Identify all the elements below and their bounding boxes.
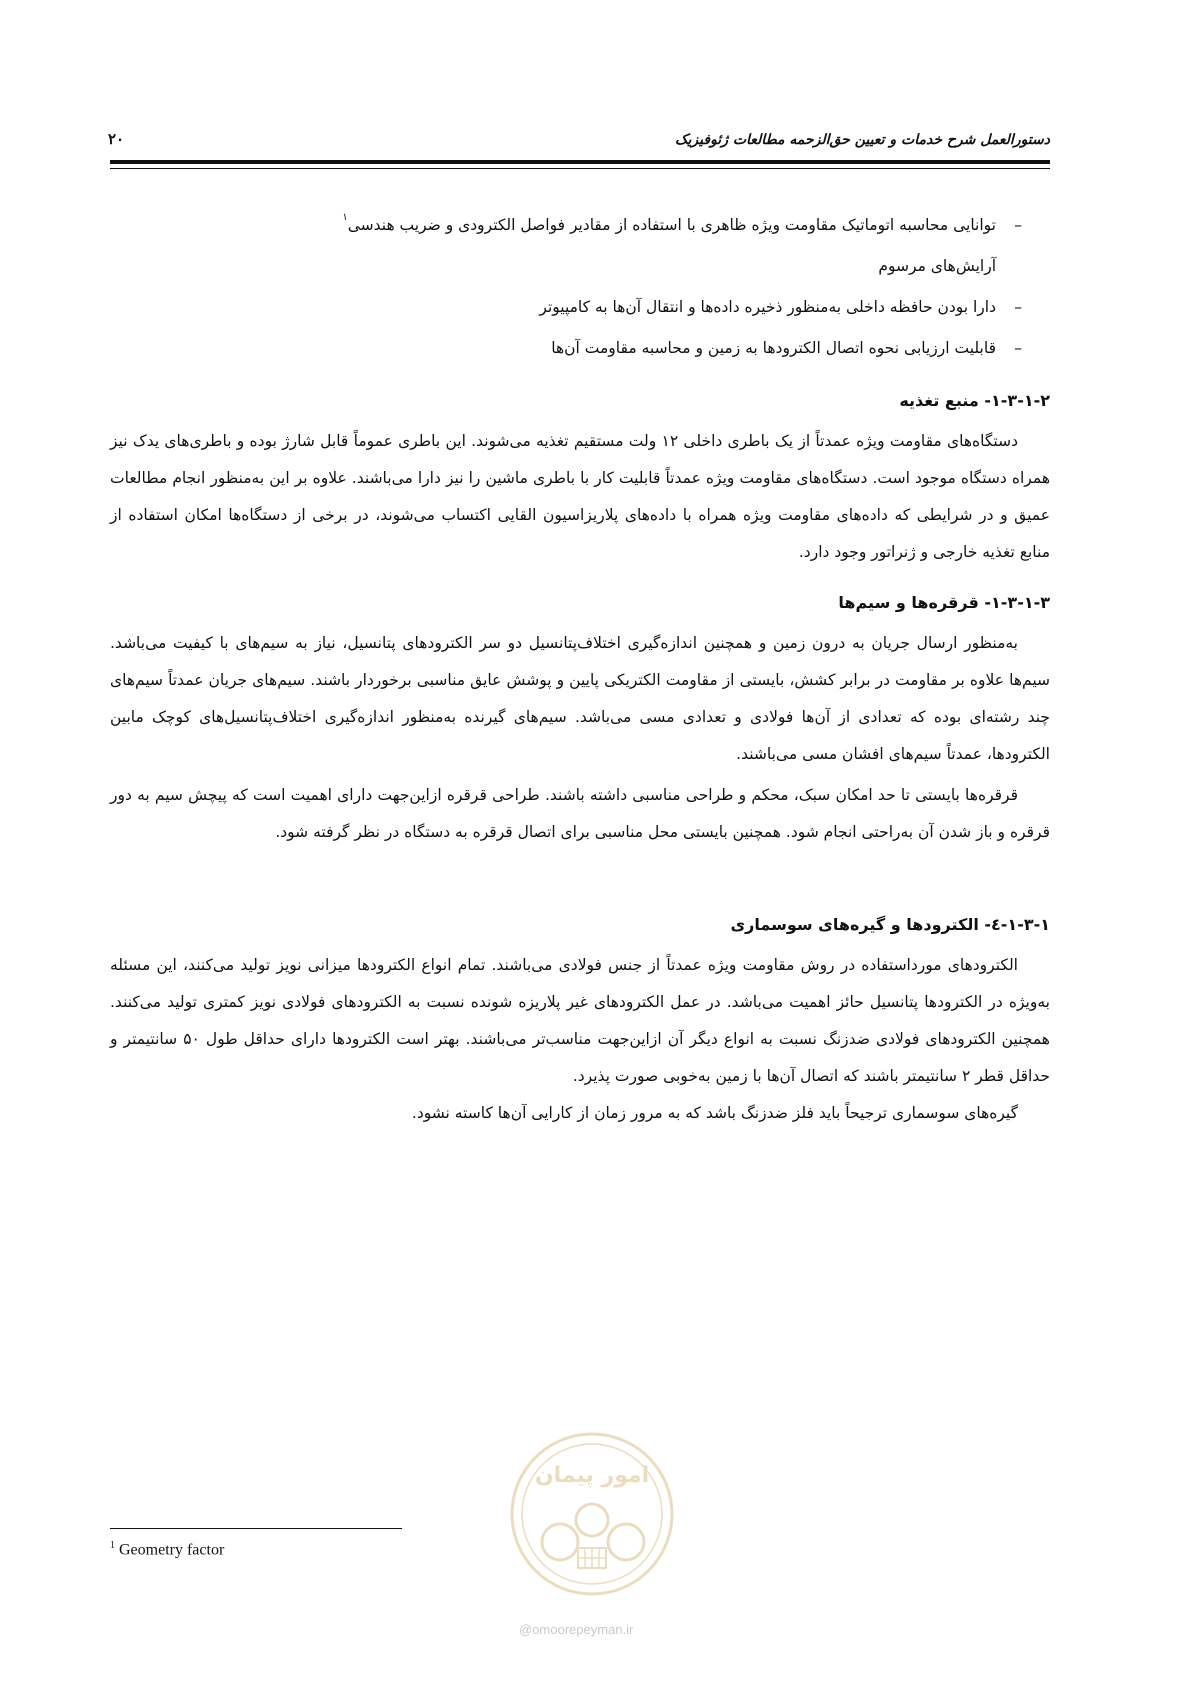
- footnote: [110, 1540, 224, 1559]
- section-heading: ۱-۳-۱-٤- الکترودها و گیره‌های سوسماری: [730, 915, 1050, 934]
- list-item-text: دارا بودن حافظه داخلی به‌منظور ذخیره داده‌ها و انتقال آن‌ها به کامپیوتر: [539, 298, 996, 316]
- footnote-text: Geometry factor: [119, 1541, 225, 1559]
- list-item-continuation: آرایش‌های مرسوم: [878, 257, 996, 275]
- list-item: [110, 328, 1022, 369]
- header-rule-thick: [110, 160, 1050, 164]
- footnote-reference: ۱: [342, 211, 348, 223]
- feature-list: [110, 205, 1050, 369]
- section-heading: ۱-۳-۱-۲- منبع تغذیه: [899, 391, 1050, 410]
- paragraph: قرقره‌ها بایستی تا حد امکان سبک، محکم و طراحی مناسبی داشته باشند. طراحی قرقره ازاین‌جهت دارای اهمیت است که پیچش سیم به دور قرقره و باز شدن آن به‌راحتی انجام شود. همچنین بایستی محل مناسبی برای اتصال قرقره به دستگاه در نظر گرفته شود.: [110, 786, 1050, 841]
- dash-marker: –: [1014, 298, 1022, 316]
- dash-marker: –: [1014, 339, 1022, 357]
- paragraph: الکترودهای مورداستفاده در روش مقاومت ویژه عمدتاً از جنس فولادی می‌باشند. تمام انواع الکترودها میزانی نویز تولید می‌کنند، این مسئله به‌ویژه در الکترودها پتانسیل حائز اهمیت می‌باشد. در عمل الکترودهای غیر پلاریزه شونده نسبت به الکترودهای فولادی نویز کمتری تولید می‌کنند. همچنین الکترودهای فولادی ضدزنگ نسبت به انواع دیگر آن ازاین‌جهت مناسب‌تر می‌باشند. بهتر است الکترودها دارای حداقل طول ۵۰ سانتیمتر و حداقل قطر ۲ سانتیمتر باشند که اتصال آن‌ها با زمین به‌خوبی صورت پذیرد.: [110, 956, 1050, 1085]
- paragraph: گیره‌های سوسماری ترجیحاً باید فلز ضدزنگ باشد که به مرور زمان از کارایی آن‌ها کاسته نشود.: [411, 1104, 1018, 1122]
- header-title: دستورالعمل شرح خدمات و تعیین حق‌الزحمه مطالعات ژئوفیزیک: [675, 132, 1050, 148]
- header-rule-thin: [110, 168, 1050, 169]
- running-header: [108, 128, 1050, 158]
- list-item-text: توانایی محاسبه اتوماتیک مقاومت ویژه ظاهری با استفاده از مقادیر فواصل الکترودی و ضریب هندسی: [347, 216, 996, 234]
- watermark-logo-text: امور پیمان: [534, 1463, 650, 1488]
- watermark-logo-icon: [508, 1430, 676, 1598]
- section-heading: ۱-۳-۱-۳- قرقره‌ها و سیم‌ها: [838, 593, 1050, 612]
- list-item-text: قابلیت ارزیابی نحوه اتصال الکترودها به زمین و محاسبه مقاومت آن‌ها: [551, 339, 996, 357]
- body-content: [110, 205, 1050, 1132]
- paragraph: به‌منظور ارسال جریان به درون زمین و همچنین اندازه‌گیری اختلاف‌پتانسیل دو سر الکترودهای پتانسیل، نیاز به سیم‌های با کیفیت می‌باشد. سیم‌ها علاوه بر مقاومت در برابر کشش، بایستی از مقاومت الکتریکی پایین و پوشش عایق مناسبی برخوردار باشند. سیم‌های جریان عمدتاً سیم‌های چند رشته‌ای بوده که تعدادی از آن‌ها فولادی و تعدادی مسی می‌باشد. سیم‌های گیرنده به‌منظور اندازه‌گیری اختلاف‌پتانسیل‌های کوچک مابین الکترودها، عمدتاً سیم‌های افشان مسی می‌باشند.: [110, 634, 1050, 763]
- list-item: [110, 287, 1022, 328]
- paragraph: دستگاه‌های مقاومت ویژه عمدتاً از یک باطری داخلی ۱۲ ولت مستقیم تغذیه می‌شوند. این باطری عموماً قابل شارژ بوده و باطری‌های یدک نیز همراه دستگاه موجود است. دستگاه‌های مقاومت ویژه عمدتاً قابلیت کار با باطری ماشین را نیز دارا می‌باشند. علاوه بر این به‌منظور انجام مطالعات عمیق و در شرایطی که داده‌های مقاومت ویژه همراه با داده‌های پلاریزاسیون القایی اکتساب می‌شوند، در برخی از دستگاه‌ها امکان استفاده از منابع تغذیه خارجی و ژنراتور وجود دارد.: [110, 432, 1050, 561]
- footnote-number: 1: [110, 1540, 115, 1551]
- watermark-url: @omoorepeyman.ir: [519, 1622, 634, 1637]
- list-item: [110, 205, 1022, 287]
- dash-marker: –: [1014, 216, 1022, 234]
- page-number: ۲۰: [108, 130, 125, 148]
- footnote-separator: [110, 1528, 402, 1529]
